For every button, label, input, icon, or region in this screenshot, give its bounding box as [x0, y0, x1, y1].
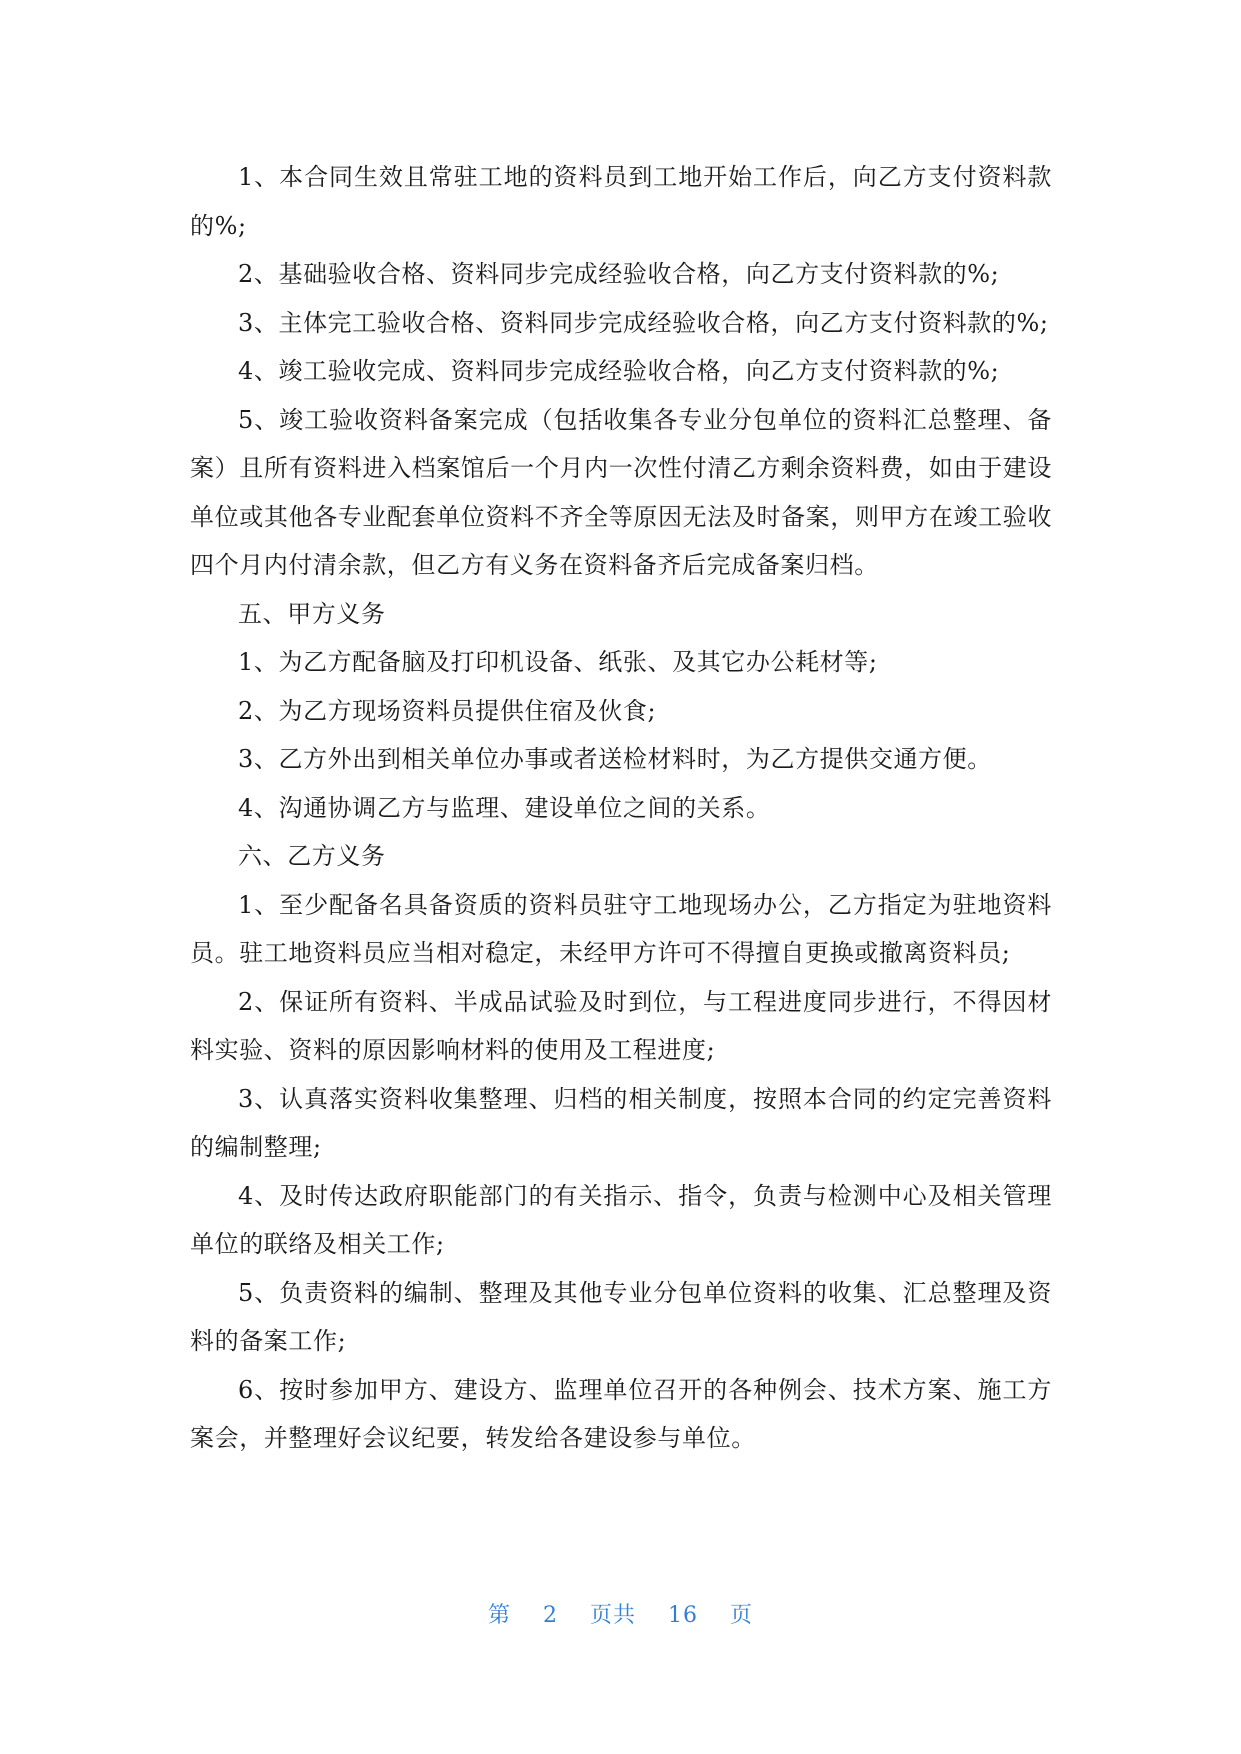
paragraph-party-b-6: 6、按时参加甲方、建设方、监理单位召开的各种例会、技术方案、施工方案会，并整理好会议纪要，转发给各建设参与单位。	[190, 1375, 1052, 1452]
paragraph-payment-5: 5、竣工验收资料备案完成（包括收集各专业分包单位的资料汇总整理、备案）且所有资料进入档案馆后一个月内一次性付清乙方剩余资料费，如由于建设单位或其他各专业配套单位资料不齐全等原因无法及时备案，则甲方在竣工验收四个月内付清余款，但乙方有义务在资料备齐后完成备案归档。	[190, 405, 1052, 579]
paragraph-party-b-1: 1、至少配备名具备资质的资料员驻守工地现场办公，乙方指定为驻地资料员。驻工地资料员应当相对稳定，未经甲方许可不得擅自更换或撤离资料员;	[190, 890, 1052, 967]
paragraph-party-a-3: 3、乙方外出到相关单位办事或者送检材料时，为乙方提供交通方便。	[238, 745, 992, 773]
paragraph-party-b-3: 3、认真落实资料收集整理、归档的相关制度，按照本合同的约定完善资料的编制整理;	[190, 1084, 1052, 1161]
paragraph-payment-4: 4、竣工验收完成、资料同步完成经验收合格，向乙方支付资料款的%;	[238, 357, 1000, 385]
paragraph-party-b-4: 4、及时传达政府职能部门的有关指示、指令，负责与检测中心及相关管理单位的联络及相关工作;	[190, 1181, 1052, 1258]
footer-current-page: 2	[542, 1603, 558, 1628]
document-body	[190, 153, 1052, 1463]
footer-middle: 页共	[589, 1603, 636, 1628]
paragraph-payment-1: 1、本合同生效且常驻工地的资料员到工地开始工作后，向乙方支付资料款的%;	[190, 163, 1052, 240]
footer-prefix: 第	[487, 1603, 511, 1628]
paragraph-party-a-4: 4、沟通协调乙方与监理、建设单位之间的关系。	[238, 793, 771, 822]
paragraph-party-a-2: 2、为乙方现场资料员提供住宿及伙食;	[238, 696, 657, 725]
footer-total-pages: 16	[668, 1603, 698, 1628]
section-heading-party-b: 六、乙方义务	[238, 842, 386, 870]
paragraph-payment-2: 2、基础验收合格、资料同步完成经验收合格，向乙方支付资料款的%;	[238, 260, 1000, 288]
page-footer	[0, 1598, 1241, 1629]
section-heading-party-a: 五、甲方义务	[238, 599, 386, 628]
footer-suffix: 页	[730, 1603, 754, 1628]
paragraph-party-a-1: 1、为乙方配备脑及打印机设备、纸张、及其它办公耗材等;	[238, 648, 878, 676]
paragraph-party-b-2: 2、保证所有资料、半成品试验及时到位，与工程进度同步进行，不得因材料实验、资料的原因影响材料的使用及工程进度;	[190, 987, 1052, 1064]
paragraph-party-b-5: 5、负责资料的编制、整理及其他专业分包单位资料的收集、汇总整理及资料的备案工作;	[190, 1278, 1052, 1355]
paragraph-payment-3: 3、主体完工验收合格、资料同步完成经验收合格，向乙方支付资料款的%;	[238, 308, 1049, 337]
